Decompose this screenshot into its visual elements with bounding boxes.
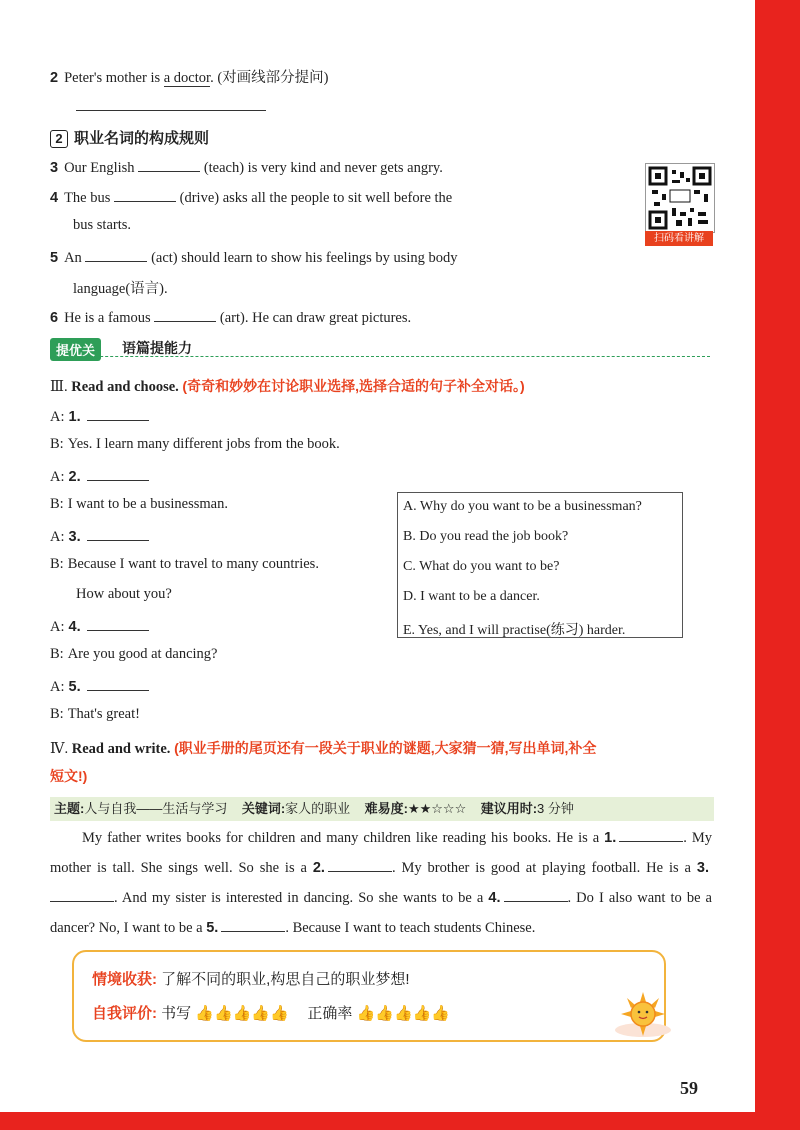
- dialog-blank[interactable]: [87, 406, 149, 421]
- option-a: A. Why do you want to be a businessman?: [403, 499, 642, 514]
- blank-p4[interactable]: [504, 887, 568, 902]
- dialog-number: 2.: [68, 469, 81, 485]
- question-3: 3 Our English (teach) is very kind and never gets angry.: [50, 157, 443, 177]
- option-b: B. Do you read the job book?: [403, 529, 569, 544]
- speaker-label: B:: [50, 496, 64, 512]
- blank-q3[interactable]: [138, 157, 200, 172]
- speaker-label: B:: [50, 646, 64, 662]
- question-4-cont: bus starts.: [73, 217, 131, 233]
- q2-pre: Peter's mother is: [64, 70, 164, 86]
- dialog-number: 3.: [68, 529, 81, 545]
- speaker-label: B:: [50, 706, 64, 722]
- answer-line-q2[interactable]: [76, 110, 266, 111]
- option-e: E. Yes, and I will practise(练习) harder.: [403, 623, 626, 638]
- question-4: 4 The bus (drive) asks all the people to sit well before the: [50, 187, 452, 207]
- dialog-line: [50, 616, 149, 636]
- dialog-blank[interactable]: [87, 526, 149, 541]
- passage: My father writes books for children and many children like reading his books. He is a 1. . My mother is tall. She sings well. So she is a 2. . My brother is good at playing football. He is a 3.. And my sister is interested in dancing. So she wants to be a 4. . Do I also want to be a dancer? No, I want to be a 5. . Because I want to teach students Chinese.: [50, 823, 712, 943]
- speaker-label: A:: [50, 409, 65, 425]
- dialog-number: 1.: [68, 409, 81, 425]
- theme-bar: 主题:人与自我——生活与学习 关键词:家人的职业 难易度:★★☆☆☆ 建议用时:3 分钟: [50, 797, 714, 821]
- dialog-text: Because I want to travel to many countries.: [67, 556, 319, 572]
- dialog-line: [76, 586, 172, 603]
- part-4-instruction-cont: 短文!): [50, 768, 88, 784]
- page-border-right: [755, 0, 800, 1130]
- dialog-line: [50, 676, 149, 696]
- speaker-label: B:: [50, 556, 64, 572]
- dialog-blank[interactable]: [87, 676, 149, 691]
- speaker-label: A:: [50, 469, 65, 485]
- divider: [50, 356, 710, 357]
- blank-p5[interactable]: [221, 917, 285, 932]
- blank-p2[interactable]: [328, 857, 392, 872]
- dialog-line: [50, 556, 319, 573]
- sun-icon: [612, 990, 674, 1038]
- qr-code-icon[interactable]: [645, 163, 715, 233]
- dialog-line: [50, 526, 149, 546]
- dialog-blank[interactable]: [87, 466, 149, 481]
- level-title: 语篇提能力: [122, 340, 192, 356]
- dialog-text: Yes. I learn many different jobs from the book.: [67, 436, 340, 452]
- thumbs-up-icon[interactable]: 👍👍👍👍👍: [195, 1005, 289, 1022]
- section-2-heading: [50, 127, 209, 148]
- blank-q6[interactable]: [154, 307, 216, 322]
- question-5: 5 An (act) should learn to show his feelings by using body: [50, 247, 458, 267]
- page-border-bottom: [0, 1112, 800, 1130]
- blank-p1[interactable]: [619, 827, 683, 842]
- part-3-heading: Ⅲ. Read and choose. (奇奇和妙妙在讨论职业选择,选择合适的句子补全对话。): [50, 378, 525, 395]
- summary-box: [72, 950, 666, 1042]
- speaker-label: A:: [50, 619, 65, 635]
- option-c: C. What do you want to be?: [403, 559, 560, 574]
- dialog-text: Are you good at dancing?: [67, 646, 218, 662]
- section-title: 职业名词的构成规则: [74, 130, 210, 147]
- blank-q4[interactable]: [114, 187, 176, 202]
- dialog-text: I want to be a businessman.: [67, 496, 228, 512]
- question-2: 2 Peter's mother is a doctor. (对画线部分提问): [50, 70, 329, 86]
- dialog-line: [50, 646, 218, 663]
- dialog-text: How about you?: [76, 586, 172, 602]
- summary-line-1: 情境收获: 了解不同的职业,构思自己的职业梦想!: [92, 971, 410, 988]
- thumbs-up-icon[interactable]: 👍👍👍👍👍: [356, 1005, 450, 1022]
- section-badge: 2: [50, 130, 68, 148]
- qr-caption: 扫码看讲解: [645, 231, 713, 246]
- dialog-line: [50, 466, 149, 486]
- dialog-number: 4.: [68, 619, 81, 635]
- part-4-heading: Ⅳ. Read and write. (职业手册的尾页还有一段关于职业的谜题,大家猜一猜,写出单词,补全: [50, 740, 597, 757]
- dialog-line: [50, 496, 228, 513]
- question-5-cont: language(语言).: [73, 281, 168, 297]
- dialog-blank[interactable]: [87, 616, 149, 631]
- dialog-text: That's great!: [67, 706, 140, 722]
- q2-post: . (对画线部分提问): [210, 70, 329, 86]
- dialog-line: [50, 436, 340, 453]
- dialog-number: 5.: [68, 679, 81, 695]
- blank-p3[interactable]: [50, 887, 114, 902]
- level-tag: 提优关: [50, 338, 101, 361]
- options-box: [397, 492, 683, 638]
- speaker-label: A:: [50, 679, 65, 695]
- option-d: D. I want to be a dancer.: [403, 589, 540, 604]
- blank-q5[interactable]: [85, 247, 147, 262]
- speaker-label: B:: [50, 436, 64, 452]
- dialog-line: [50, 706, 140, 723]
- q2-underlined: a doctor: [163, 70, 211, 86]
- page-number: 59: [680, 1078, 698, 1098]
- speaker-label: A:: [50, 529, 65, 545]
- dialog-line: [50, 406, 149, 426]
- summary-line-2: 自我评价: 书写 👍👍👍👍👍 正确率 👍👍👍👍👍: [92, 1005, 450, 1022]
- question-6: 6 He is a famous (art). He can draw great pictures.: [50, 307, 411, 327]
